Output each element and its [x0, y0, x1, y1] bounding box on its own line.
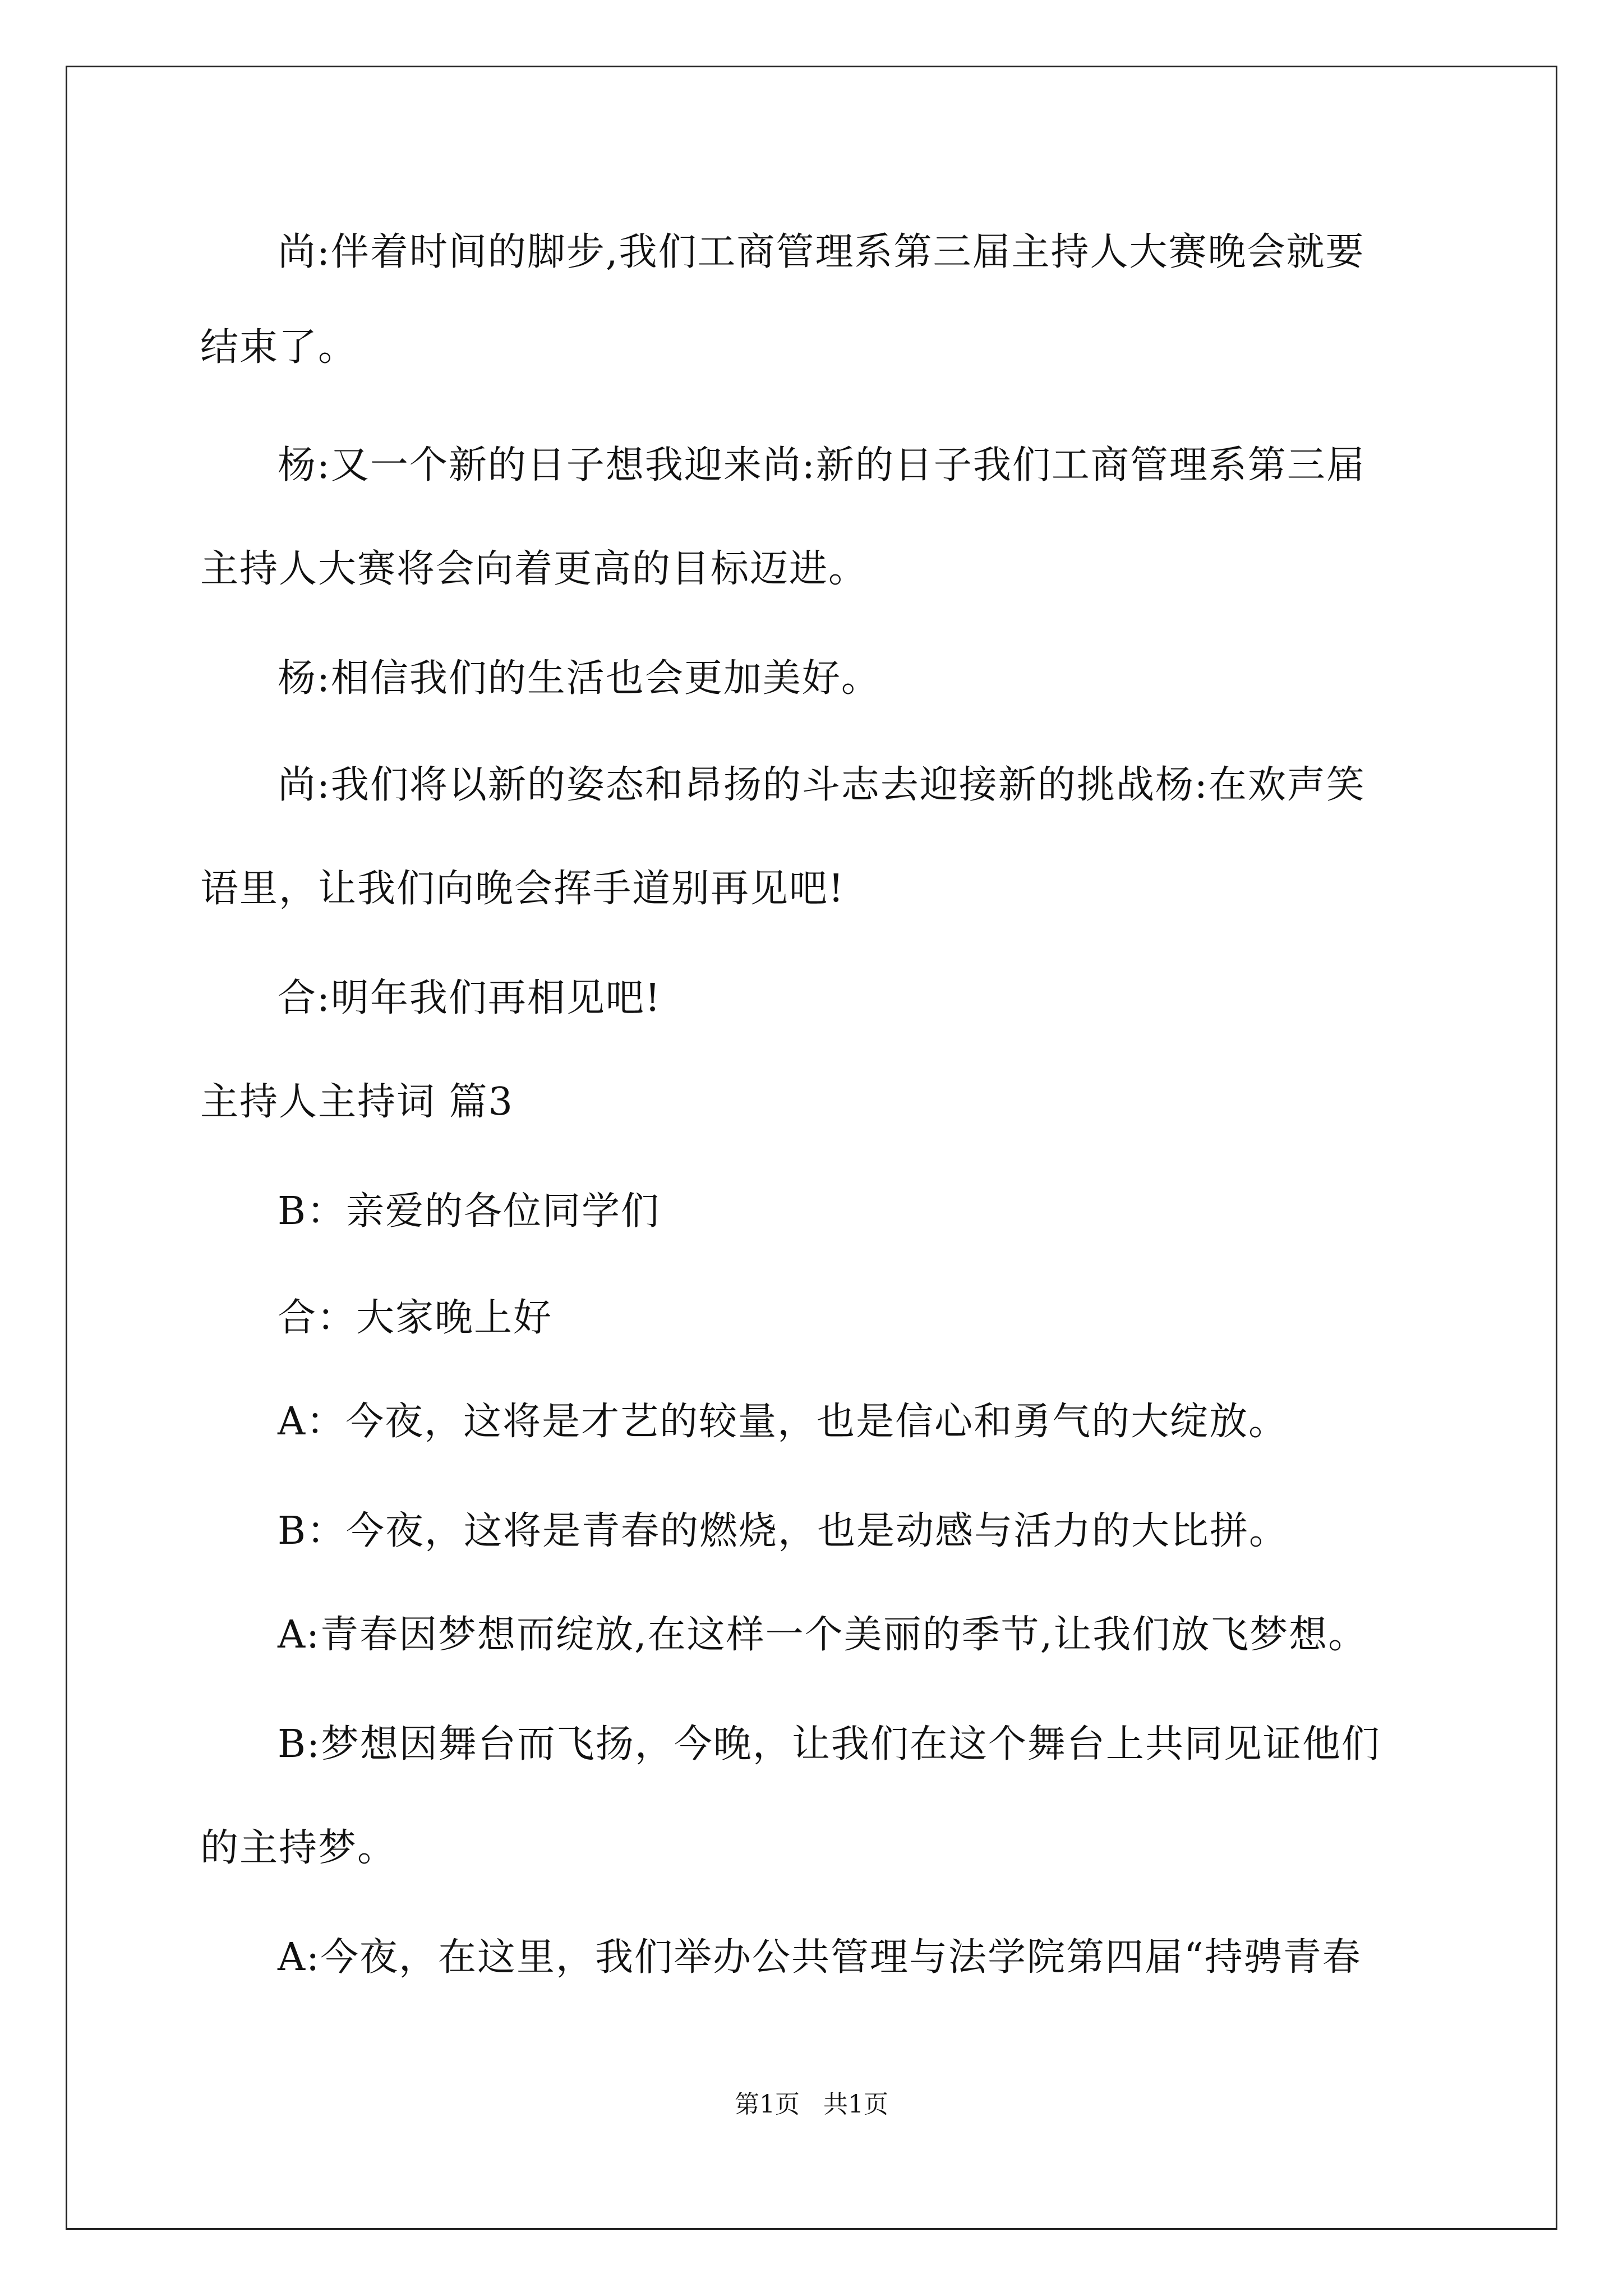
text-line-16: 的主持梦。 [200, 1826, 397, 1870]
text-line-7: 语里，让我们向晚会挥手道别再见吧! [200, 867, 845, 911]
text-line-1: 尚:伴着时间的脚步,我们工商管理系第三届主持人大赛晚会就要 [278, 230, 1365, 274]
text-line-11: 合：大家晚上好 [278, 1296, 553, 1340]
text-line-5: 杨:相信我们的生活也会更加美好。 [278, 656, 880, 701]
page-border [66, 66, 1557, 2230]
text-line-3: 杨:又一个新的日子想我迎来尚:新的日子我们工商管理系第三届 [278, 443, 1366, 487]
text-line-8: 合:明年我们再相见吧! [278, 976, 662, 1020]
text-line-6: 尚:我们将以新的姿态和昂扬的斗志去迎接新的挑战杨:在欢声笑 [278, 763, 1366, 807]
text-line-14: A:青春因梦想而绽放,在这样一个美丽的季节,让我们放飞梦想。 [278, 1613, 1368, 1657]
page-footer: 第1页 共1页 [735, 2090, 888, 2119]
text-line-15: B:梦想因舞台而飞扬，今晚，让我们在这个舞台上共同见证他们 [278, 1722, 1381, 1766]
text-line-10: B：亲爱的各位同学们 [278, 1189, 660, 1234]
section-heading: 主持人主持词 篇3 [200, 1080, 514, 1124]
text-line-12: A：今夜，这将是才艺的较量，也是信心和勇气的大绽放。 [278, 1400, 1288, 1444]
text-line-17: A:今夜，在这里，我们举办公共管理与法学院第四届“持骋青春 [278, 1935, 1362, 1980]
text-line-2: 结束了。 [200, 325, 358, 370]
text-line-13: B：今夜，这将是青春的燃烧，也是动感与活力的大比拼。 [278, 1509, 1288, 1553]
text-line-4: 主持人大赛将会向着更高的目标迈进。 [200, 547, 868, 591]
